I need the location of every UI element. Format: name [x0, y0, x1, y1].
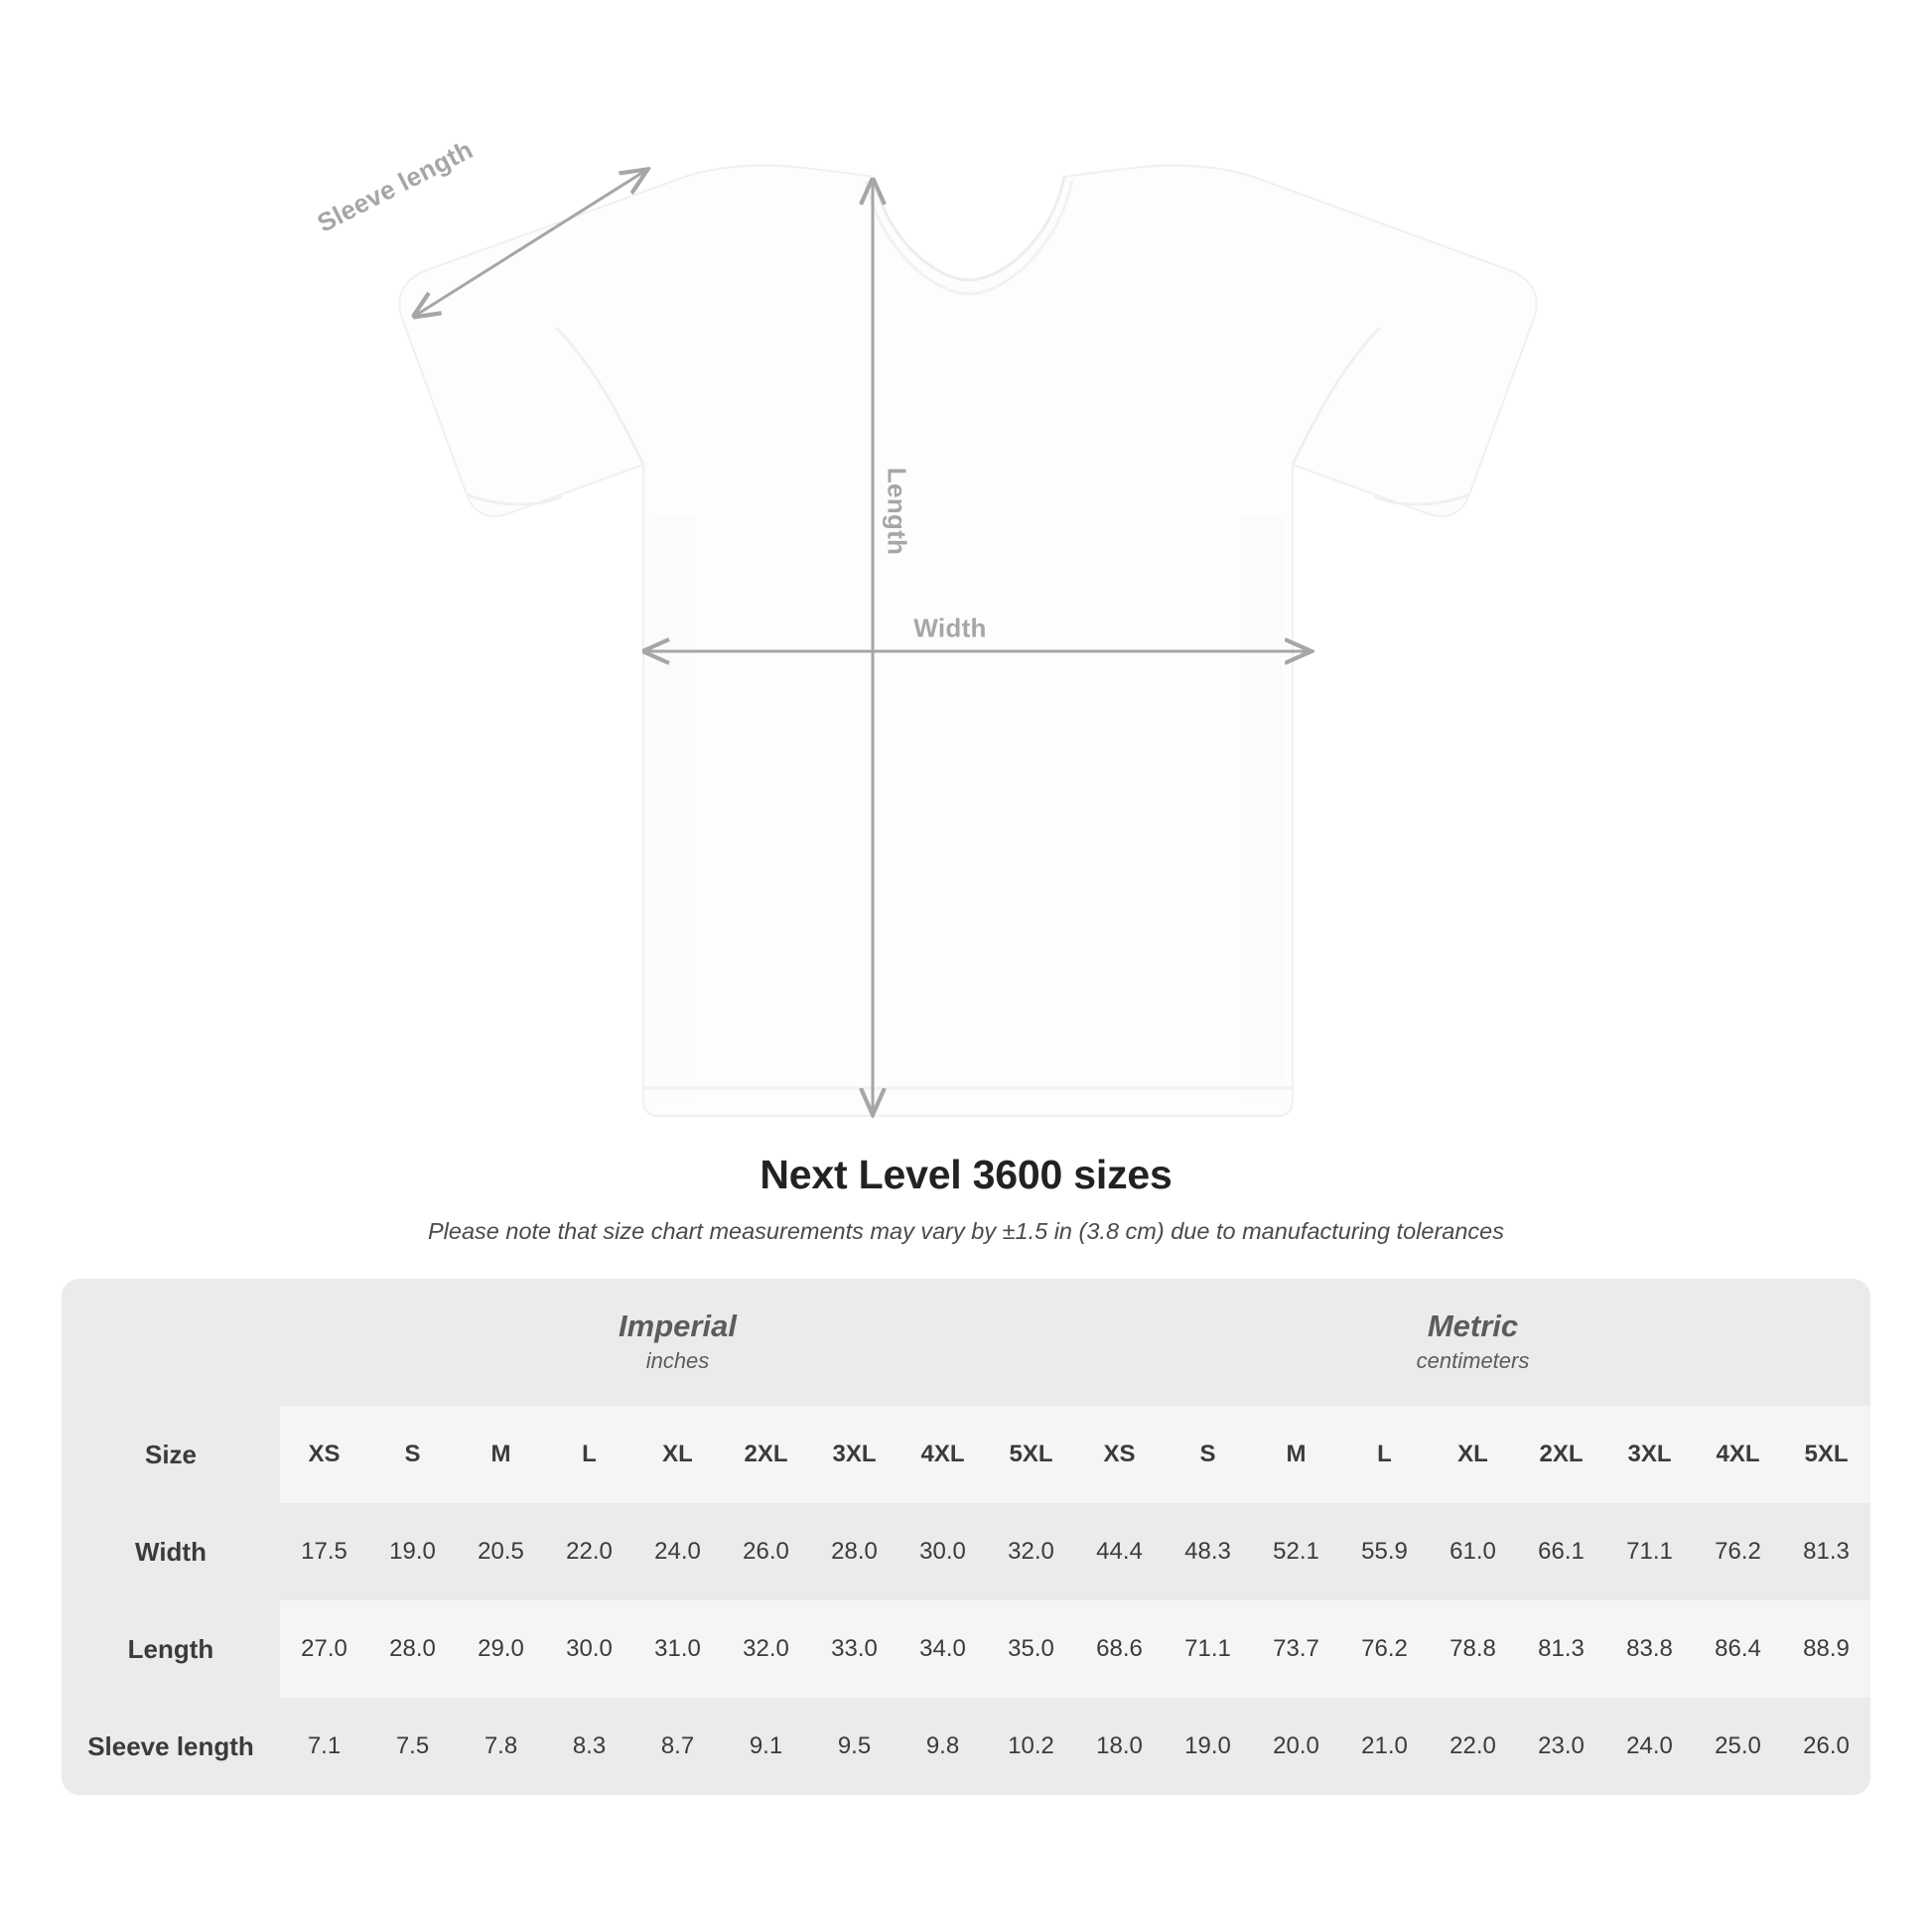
- table-row: [62, 1600, 1870, 1698]
- size-col-metric-4xl: 4XL: [1694, 1406, 1782, 1503]
- cell-length-imperial-xs: 27.0: [280, 1600, 368, 1698]
- size-col-metric-s: S: [1164, 1406, 1252, 1503]
- cell-width-metric-5xl: 81.3: [1782, 1503, 1870, 1600]
- cell-length-imperial-l: 30.0: [545, 1600, 633, 1698]
- size-table-wrapper: [62, 1279, 1870, 1795]
- cell-width-imperial-2xl: 26.0: [722, 1503, 810, 1600]
- unit-name-metric: Metric: [1427, 1308, 1519, 1343]
- table-corner-cell: [62, 1279, 280, 1406]
- cell-length-imperial-m: 29.0: [457, 1600, 545, 1698]
- sleeve-length-label: Sleeve length: [312, 134, 479, 238]
- size-table: [62, 1279, 1870, 1795]
- size-col-metric-2xl: 2XL: [1517, 1406, 1605, 1503]
- cell-sleeve-imperial-l: 8.3: [545, 1698, 633, 1795]
- size-col-metric-l: L: [1340, 1406, 1429, 1503]
- cell-length-metric-m: 73.7: [1252, 1600, 1340, 1698]
- size-col-imperial-3xl: 3XL: [810, 1406, 898, 1503]
- size-col-metric-xs: XS: [1075, 1406, 1164, 1503]
- cell-sleeve-metric-xl: 22.0: [1429, 1698, 1517, 1795]
- size-col-imperial-5xl: 5XL: [987, 1406, 1075, 1503]
- cell-width-imperial-3xl: 28.0: [810, 1503, 898, 1600]
- cell-width-imperial-s: 19.0: [368, 1503, 457, 1600]
- size-col-imperial-xl: XL: [633, 1406, 722, 1503]
- cell-length-metric-4xl: 86.4: [1694, 1600, 1782, 1698]
- cell-length-imperial-2xl: 32.0: [722, 1600, 810, 1698]
- size-col-metric-5xl: 5XL: [1782, 1406, 1870, 1503]
- cell-length-imperial-3xl: 33.0: [810, 1600, 898, 1698]
- cell-width-metric-4xl: 76.2: [1694, 1503, 1782, 1600]
- cell-width-metric-s: 48.3: [1164, 1503, 1252, 1600]
- table-row: [62, 1698, 1870, 1795]
- cell-width-imperial-l: 22.0: [545, 1503, 633, 1600]
- row-label-length: Length: [62, 1600, 280, 1698]
- unit-sub-imperial: inches: [645, 1348, 710, 1374]
- title-block: [0, 1152, 1932, 1245]
- table-row: [62, 1503, 1870, 1600]
- cell-sleeve-imperial-2xl: 9.1: [722, 1698, 810, 1795]
- size-header-label: Size: [62, 1406, 280, 1503]
- cell-sleeve-metric-m: 20.0: [1252, 1698, 1340, 1795]
- cell-sleeve-metric-s: 19.0: [1164, 1698, 1252, 1795]
- cell-length-metric-xl: 78.8: [1429, 1600, 1517, 1698]
- cell-width-imperial-xl: 24.0: [633, 1503, 722, 1600]
- cell-length-imperial-5xl: 35.0: [987, 1600, 1075, 1698]
- size-col-metric-xl: XL: [1429, 1406, 1517, 1503]
- cell-width-metric-l: 55.9: [1340, 1503, 1429, 1600]
- size-header-row: [62, 1406, 1870, 1503]
- cell-sleeve-metric-2xl: 23.0: [1517, 1698, 1605, 1795]
- cell-length-metric-2xl: 81.3: [1517, 1600, 1605, 1698]
- cell-sleeve-metric-4xl: 25.0: [1694, 1698, 1782, 1795]
- cell-sleeve-imperial-xs: 7.1: [280, 1698, 368, 1795]
- size-col-imperial-s: S: [368, 1406, 457, 1503]
- cell-width-imperial-5xl: 32.0: [987, 1503, 1075, 1600]
- cell-width-metric-xs: 44.4: [1075, 1503, 1164, 1600]
- row-label-sleeve-length: Sleeve length: [62, 1698, 280, 1795]
- unit-group-imperial: [280, 1279, 1075, 1406]
- size-col-imperial-l: L: [545, 1406, 633, 1503]
- cell-width-imperial-4xl: 30.0: [898, 1503, 987, 1600]
- unit-header-row: [62, 1279, 1870, 1406]
- cell-length-imperial-s: 28.0: [368, 1600, 457, 1698]
- size-col-metric-3xl: 3XL: [1605, 1406, 1694, 1503]
- unit-group-metric: [1075, 1279, 1870, 1406]
- cell-length-metric-s: 71.1: [1164, 1600, 1252, 1698]
- size-col-imperial-4xl: 4XL: [898, 1406, 987, 1503]
- size-col-metric-m: M: [1252, 1406, 1340, 1503]
- cell-width-imperial-m: 20.5: [457, 1503, 545, 1600]
- cell-width-metric-m: 52.1: [1252, 1503, 1340, 1600]
- cell-length-metric-l: 76.2: [1340, 1600, 1429, 1698]
- size-col-imperial-xs: XS: [280, 1406, 368, 1503]
- cell-width-metric-xl: 61.0: [1429, 1503, 1517, 1600]
- cell-sleeve-metric-xs: 18.0: [1075, 1698, 1164, 1795]
- cell-length-metric-3xl: 83.8: [1605, 1600, 1694, 1698]
- cell-length-metric-xs: 68.6: [1075, 1600, 1164, 1698]
- cell-sleeve-imperial-4xl: 9.8: [898, 1698, 987, 1795]
- cell-length-metric-5xl: 88.9: [1782, 1600, 1870, 1698]
- tolerance-note: Please note that size chart measurements may vary by ±1.5 in (3.8 cm) due to manufacturing tolerances: [428, 1218, 1504, 1244]
- cell-sleeve-imperial-s: 7.5: [368, 1698, 457, 1795]
- cell-sleeve-imperial-m: 7.8: [457, 1698, 545, 1795]
- page-title: Next Level 3600 sizes: [759, 1152, 1173, 1197]
- unit-name-imperial: Imperial: [619, 1308, 737, 1343]
- width-label: Width: [913, 613, 987, 643]
- cell-length-imperial-4xl: 34.0: [898, 1600, 987, 1698]
- cell-sleeve-metric-3xl: 24.0: [1605, 1698, 1694, 1795]
- cell-sleeve-imperial-3xl: 9.5: [810, 1698, 898, 1795]
- cell-sleeve-metric-5xl: 26.0: [1782, 1698, 1870, 1795]
- cell-sleeve-imperial-5xl: 10.2: [987, 1698, 1075, 1795]
- cell-width-metric-3xl: 71.1: [1605, 1503, 1694, 1600]
- cell-sleeve-imperial-xl: 8.7: [633, 1698, 722, 1795]
- unit-sub-metric: centimeters: [1416, 1348, 1530, 1374]
- length-label: Length: [882, 467, 912, 556]
- size-col-imperial-m: M: [457, 1406, 545, 1503]
- cell-length-imperial-xl: 31.0: [633, 1600, 722, 1698]
- cell-width-metric-2xl: 66.1: [1517, 1503, 1605, 1600]
- cell-width-imperial-xs: 17.5: [280, 1503, 368, 1600]
- size-col-imperial-2xl: 2XL: [722, 1406, 810, 1503]
- cell-sleeve-metric-l: 21.0: [1340, 1698, 1429, 1795]
- row-label-width: Width: [62, 1503, 280, 1600]
